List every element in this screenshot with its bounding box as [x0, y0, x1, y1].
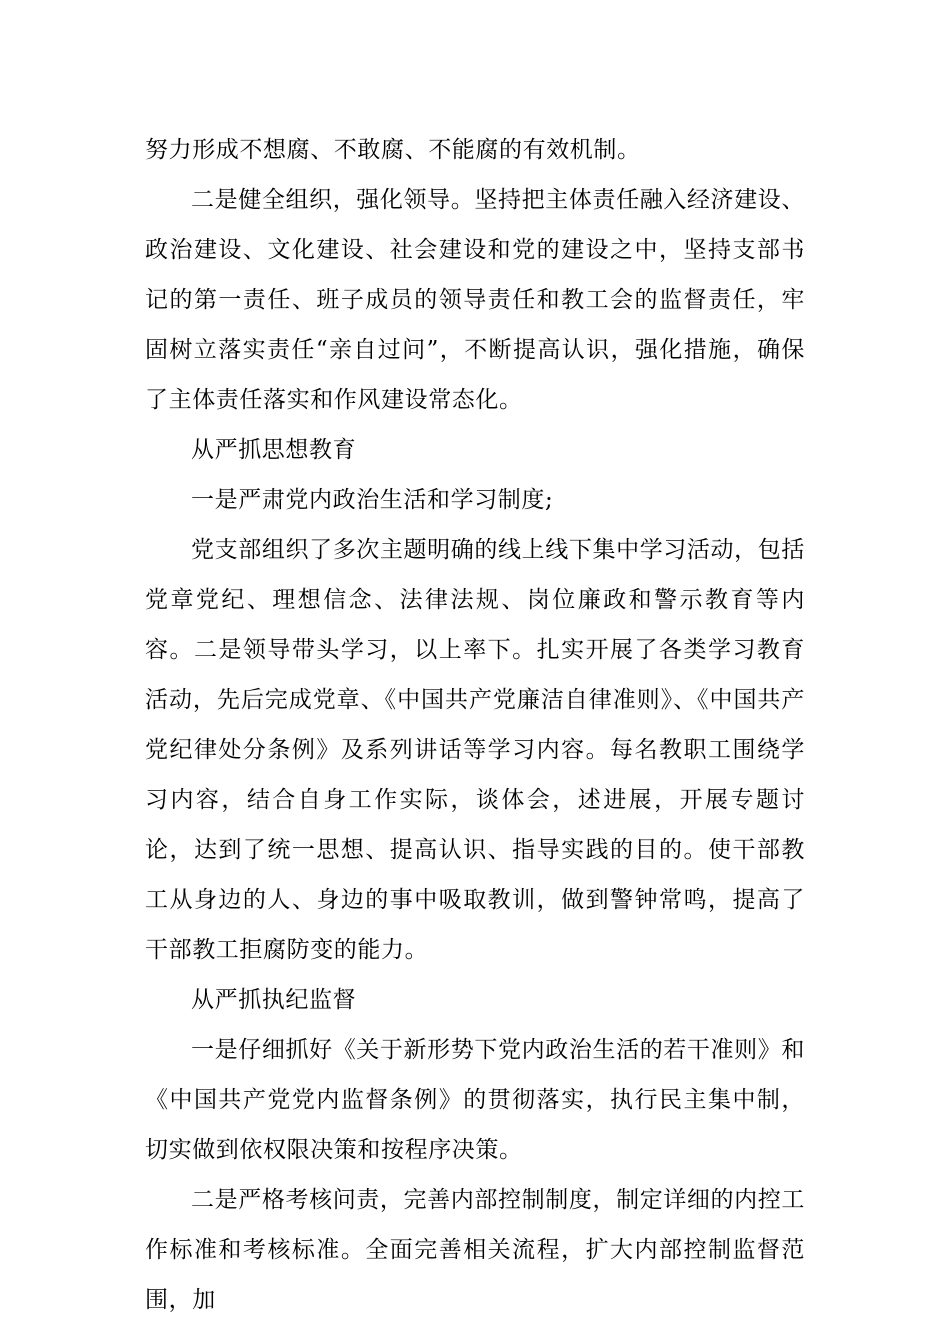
section-heading-supervision: 从严抓执纪监督	[191, 987, 357, 1013]
paragraph-organization: 二是健全组织，强化领导。坚持把主体责任融入经济建设、政治建设、文化建设、社会建设和党的建设之中，坚持支部书记的第一责任、班子成员的领导责任和教工会的监督责任，牢固树立落实责任“亲自过问”，不断提高认识，强化措施，确保了主体责任落实和作风建设常态化。	[145, 187, 805, 413]
paragraph-accountability: 二是严格考核问责，完善内部控制制度，制定详细的内控工作标准和考核标准。全面完善相关流程，扩大内部控制监督范围，加	[145, 1187, 805, 1313]
paragraph-study-activities: 党支部组织了多次主题明确的线上线下集中学习活动，包括党章党纪、理想信念、法律法规、岗位廉政和警示教育等内容。二是领导带头学习，以上率下。扎实开展了各类学习教育活动，先后完成党章、《中国共产党廉洁自律准则》、《中国共产党纪律处分条例》及系列讲话等学习内容。每名教职工围绕学习内容，结合自身工作实际，谈体会，述进展，开展专题讨论，达到了统一思想、提高认识、指导实践的目的。使干部教工从身边的人、身边的事中吸取教训，做到警钟常鸣，提高了干部教工拒腐防变的能力。	[145, 537, 805, 963]
paragraph-regulations: 一是仔细抓好《关于新形势下党内政治生活的若干准则》和《中国共产党党内监督条例》的贯彻落实，执行民主集中制，切实做到依权限决策和按程序决策。	[145, 1037, 805, 1163]
paragraph-study-system: 一是严肃党内政治生活和学习制度;	[191, 487, 554, 513]
document-page	[145, 125, 805, 1325]
paragraph-continuation: 努力形成不想腐、不敢腐、不能腐的有效机制。	[145, 137, 641, 163]
section-heading-education: 从严抓思想教育	[191, 437, 357, 463]
